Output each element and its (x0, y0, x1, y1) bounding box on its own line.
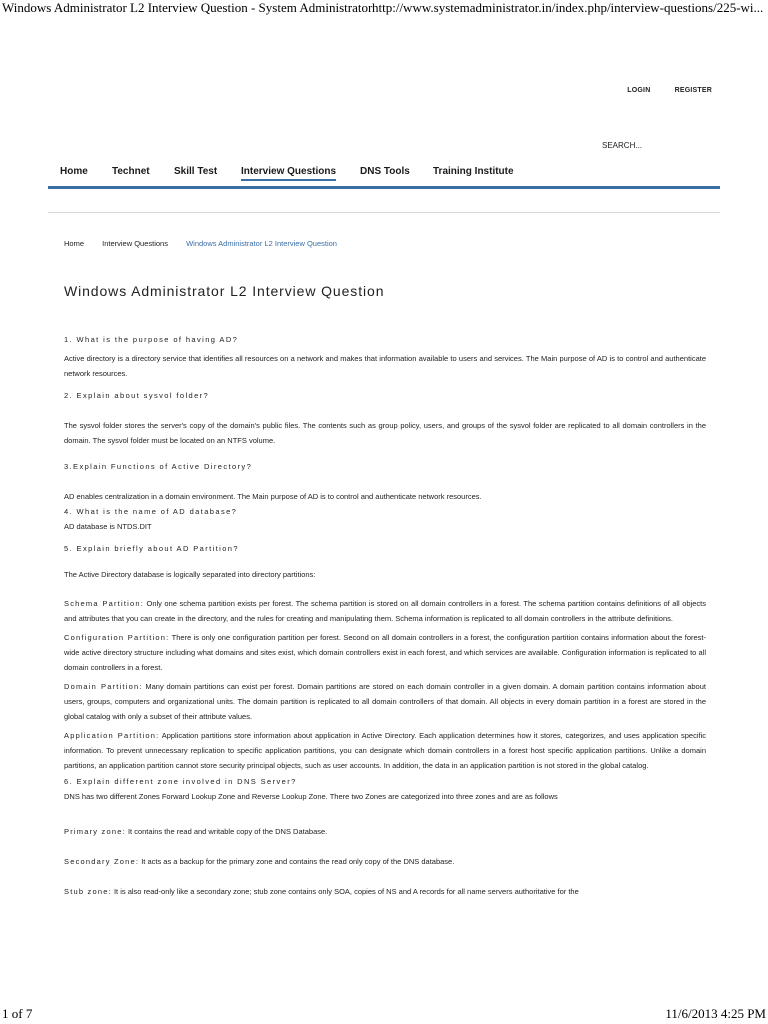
breadcrumb-interview-questions[interactable]: Interview Questions (102, 239, 168, 248)
domain-partition-term: Domain Partition: (64, 682, 143, 691)
print-footer (0, 1006, 768, 1024)
configuration-partition-paragraph (64, 630, 706, 675)
register-link[interactable]: REGISTER (674, 87, 712, 94)
answer-3: AD enables centralization in a domain environment. The Main purpose of AD is to control and authenticate network resources. (64, 492, 482, 501)
page-number: 1 of 7 (2, 1006, 33, 1021)
configuration-partition-text: There is only one configuration partition per forest. Second on all domain controllers in a forest, the configuration partition contains information about the forest-wide active directory structure including what domains and sites exist, which domain controllers exist in each forest, and which services are available. Configuration information is replicated to all domain controllers in a forest. (64, 633, 706, 672)
top-links (605, 87, 712, 94)
article-body (64, 335, 706, 899)
primary-zone-paragraph (64, 824, 706, 839)
secondary-zone-paragraph (64, 854, 706, 869)
domain-partition-text: Many domain partitions can exist per forest. Domain partitions are stored on each domain controller in a given domain. A domain partition contains information about users, groups, computers and organizational units. The domain partition is replicated to all domain controllers of that domain. All objects in every domain partition in a forest are stored in the global catalog with only a subset of their attribute values. (64, 682, 706, 721)
answer-6: DNS has two different Zones Forward Lookup Zone and Reverse Lookup Zone. There two Zones are categorized into three zones and are as follows (64, 792, 558, 801)
question-4: 4. What is the name of AD database? (64, 507, 238, 516)
question-1: 1. What is the purpose of having AD? (64, 335, 239, 344)
nav-item-technet[interactable]: Technet (112, 166, 150, 177)
domain-partition-paragraph (64, 679, 706, 724)
page-title: Windows Administrator L2 Interview Question (64, 283, 385, 299)
question-6: 6. Explain different zone involved in DNS Server? (64, 777, 297, 786)
print-header (0, 0, 768, 18)
breadcrumb (64, 239, 337, 248)
answer-5-intro: The Active Directory database is logically separated into directory partitions: (64, 570, 316, 579)
application-partition-term: Application Partition: (64, 731, 160, 740)
primary-zone-text: It contains the read and writable copy of the DNS Database. (125, 827, 328, 836)
nav-item-training-institute[interactable]: Training Institute (433, 166, 514, 177)
answer-4: AD database is NTDS.DIT (64, 522, 152, 531)
print-date: 11/6/2013 4:25 PM (665, 1006, 766, 1021)
stub-zone-paragraph (64, 884, 706, 899)
answer-2: The sysvol folder stores the server's copy of the domain's public files. The contents such as group policy, users, and groups of the sysvol folder are replicated to all domain controllers in the domain. The sysvol folder must be located on an NTFS volume. (64, 421, 706, 445)
schema-partition-paragraph (64, 596, 706, 626)
question-3: 3.Explain Functions of Active Directory? (64, 462, 253, 471)
login-link[interactable]: LOGIN (627, 87, 651, 94)
question-5: 5. Explain briefly about AD Partition? (64, 544, 239, 553)
answer-1: Active directory is a directory service that identifies all resources on a network and makes that information available to users and services. The Main purpose of AD is to control and authenticate network resources. (64, 354, 706, 378)
schema-partition-text: Only one schema partition exists per forest. The schema partition is stored on all domain controllers in a forest. The schema partition contains definitions of all objects and attributes that you can create in the directory, and the rules for creating and manipulating them. Schema information is replicated to all domain controllers in the attribute definitions. (64, 599, 706, 623)
divider (48, 212, 720, 213)
breadcrumb-current: Windows Administrator L2 Interview Question (186, 239, 337, 248)
application-partition-text: Application partitions store information about application in Active Directory. Each application determines how it stores, categorizes, and uses application specific information. To prevent unnecessary replication to specific application partitions, you can designate which domain controllers in a forest host specific application partitions. Unlike a domain partitions, an application partition cannot store security principal objects, such as user accounts. In addition, the data in an application partition is not stored in the global catalog. (64, 731, 706, 770)
print-header-url: http://www.systemadministrator.in/index.php/interview-questions/225-wi... (372, 0, 764, 15)
application-partition-paragraph (64, 728, 706, 773)
question-2: 2. Explain about sysvol folder? (64, 391, 210, 400)
nav-item-skill-test[interactable]: Skill Test (174, 166, 218, 177)
print-header-title: Windows Administrator L2 Interview Question - System Administrator (2, 0, 373, 15)
nav-item-home[interactable]: Home (60, 166, 88, 177)
schema-partition-term: Schema Partition: (64, 599, 145, 608)
search-box[interactable]: SEARCH... (602, 141, 643, 150)
stub-zone-text: It is also read-only like a secondary zone; stub zone contains only SOA, copies of NS and A records for all name servers authoritative for the (111, 887, 579, 896)
primary-zone-term: Primary zone: (64, 827, 126, 836)
secondary-zone-term: Secondary Zone: (64, 857, 140, 866)
main-nav (48, 158, 720, 189)
secondary-zone-text: It acts as a backup for the primary zone and contains the read only copy of the DNS database. (139, 857, 455, 866)
stub-zone-term: Stub zone: (64, 887, 112, 896)
breadcrumb-home[interactable]: Home (64, 239, 85, 248)
nav-item-dns-tools[interactable]: DNS Tools (360, 166, 410, 177)
configuration-partition-term: Configuration Partition: (64, 633, 170, 642)
nav-item-interview-questions[interactable]: Interview Questions (241, 166, 336, 181)
